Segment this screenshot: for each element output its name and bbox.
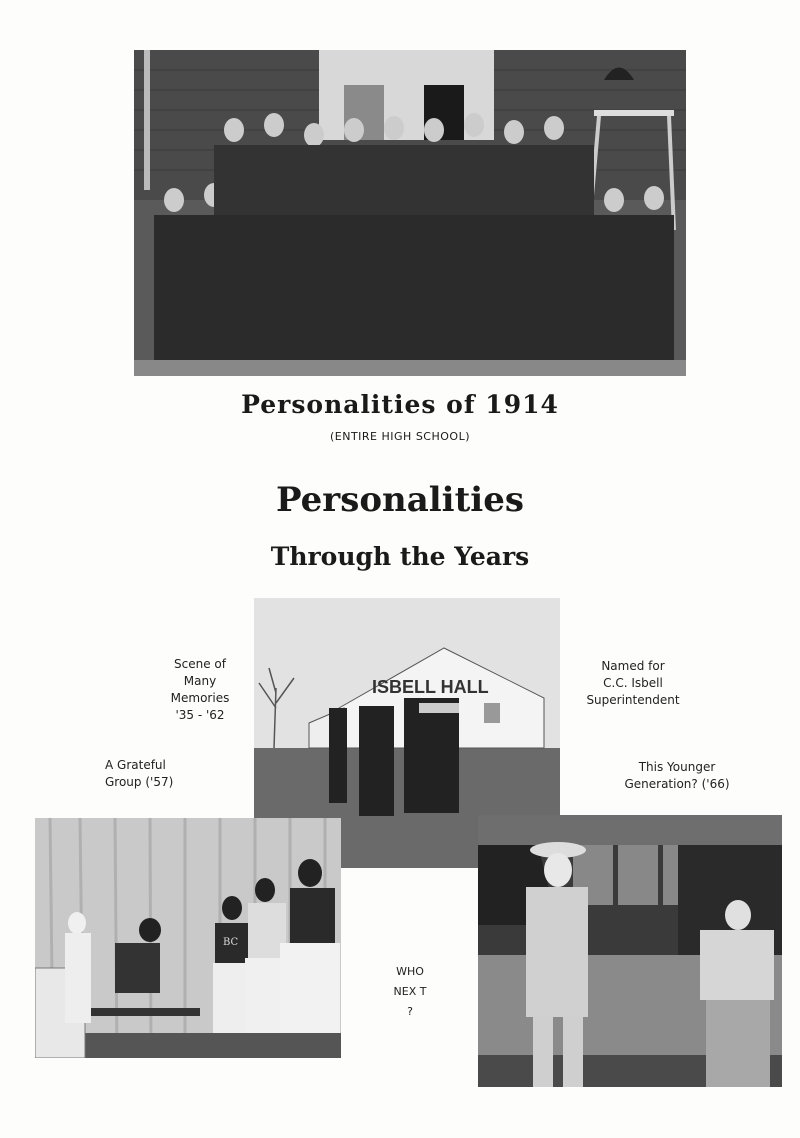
headline-through-the-years: Through the Years xyxy=(270,542,530,571)
photo-grateful-group-57 xyxy=(35,818,341,1058)
sweater-letters: BC xyxy=(223,937,239,948)
caption-a-grateful-group: A Grateful Group ('57) xyxy=(105,758,174,789)
caption-subtitle-entire-high-school: (ENTIRE HIGH SCHOOL) xyxy=(329,430,470,443)
caption-named-for-isbell: Named for C.C. Isbell Superintendent xyxy=(586,659,680,707)
caption-scene-of-many-memories: Scene of Many Memories '35 - '62 xyxy=(170,657,230,722)
caption-this-younger-generation: This Younger Generation? ('66) xyxy=(624,760,730,791)
photo-1914-entire-high-school xyxy=(134,50,686,376)
headline-personalities: Personalities xyxy=(276,480,524,520)
caption-who-next: WHO NEX T ? xyxy=(393,965,427,1018)
isbell-hall-sign: ISBELL HALL xyxy=(372,677,489,697)
photo-younger-generation-66 xyxy=(478,815,782,1087)
caption-title-1914: Personalities of 1914 xyxy=(241,390,559,419)
